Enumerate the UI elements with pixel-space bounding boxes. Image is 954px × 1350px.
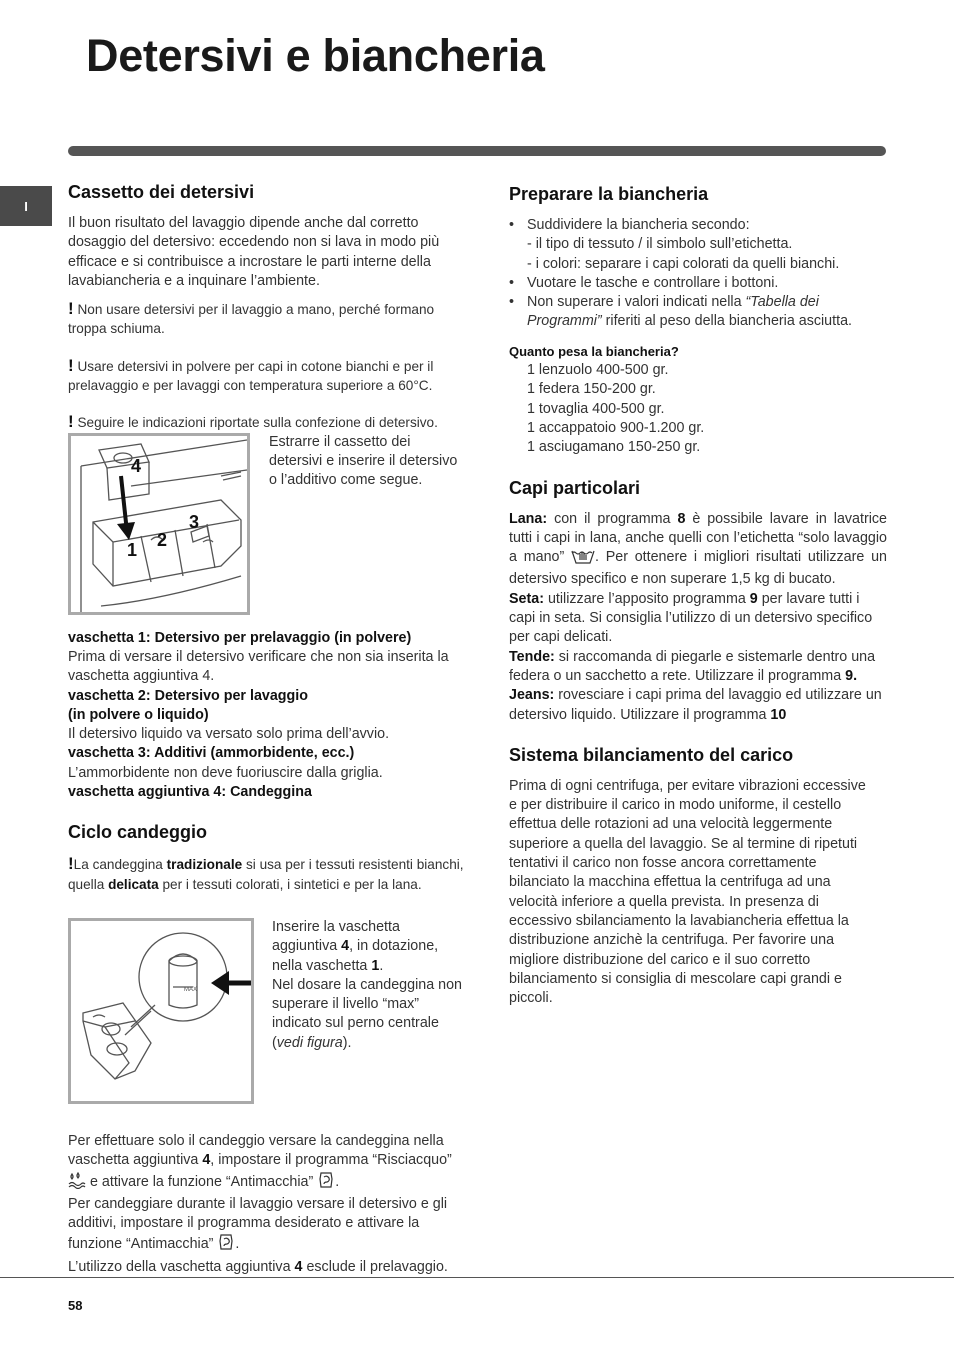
bleach-container-illustration xyxy=(71,921,251,1101)
seta-paragraph: Seta: utilizzare l’apposito programma 9 per lavare tutti i capi in seta. Si consiglia l’utilizzo di un detersivo specifico per capi delicati. xyxy=(509,590,873,646)
figure-label-2: 2 xyxy=(157,529,168,550)
warning-icon: ! xyxy=(68,355,74,375)
warning-icon: ! xyxy=(68,854,74,874)
peso-heading: Quanto pesa la biancheria? xyxy=(509,343,679,359)
sistema-text: Prima di ogni centrifuga, per evitare vibrazioni eccessive e per distribuire il carico in modo uniforme, il cestello effettua delle rotazioni ad una velocità leggermente superiore a quella del lavaggio. Se al termine di ripetuti tentativi il carico non fosse ancora correttamente bilanciato la macchina effettua la centrifuga ad una velocità inferiore a quella prevista. In presenza di eccessivo sbilanciamento la lavabiancheria effettua la distribuzione anzichè la centrifuga. Per favorire una migliore distribuzione del carico e il suo corretto bilanciamento si consiglia di mescolare capi grandi e piccoli. xyxy=(509,777,866,1007)
page-title: Detersivi e biancheria xyxy=(86,30,545,81)
list-item: 1 tovaglia 400-500 gr. xyxy=(527,400,665,417)
drawer-figure xyxy=(68,433,250,615)
cassetto-intro: Il buon risultato del lavaggio dipende anche dal corretto dosaggio del detersivo: eccedendo non si lava in modo più efficace e si contribuisce a incrostare le parti interne della lavabiancheria e a inquinare l’ambiente. xyxy=(68,215,440,289)
list-subitem: - il tipo di tessuto / il simbolo sull’etichetta. xyxy=(527,236,793,253)
peso-list xyxy=(509,361,887,457)
header-rule xyxy=(68,146,886,156)
list-item: • Non superare i valori indicati nella “Tabella dei Programmi” riferiti al peso della biancheria asciutta. xyxy=(509,294,853,330)
vaschetta-4-title: vaschetta aggiuntiva 4: Candeggina xyxy=(68,784,312,801)
list-subitem: - i colori: separare i capi colorati da quelli bianchi. xyxy=(527,255,840,272)
preparare-heading: Preparare la biancheria xyxy=(509,184,709,204)
stain-removal-icon xyxy=(217,1233,235,1257)
drawer-instructions: Estrarre il cassetto dei detersivi e inserire il detersivo o l’additivo come segue. xyxy=(269,433,458,489)
warning-3: ! Seguire le indicazioni riportate sulla confezione di detersivo. xyxy=(68,412,438,432)
figure-label-4: 4 xyxy=(131,455,142,476)
bleach-during-wash-paragraph: Per candeggiare durante il lavaggio versare il detersivo e gli additivi, impostare il programma desiderato e attivare la funzione “Antimacchia” . xyxy=(68,1195,466,1258)
vaschetta-2-subtitle: (in polvere o liquido) xyxy=(68,706,209,723)
tende-paragraph: Tende: si raccomanda di piegarle e sistemarle dentro una federa o un sacchetto a rete. Utilizzare il programma 9. xyxy=(509,648,876,684)
svg-text:MAX: MAX xyxy=(184,986,198,993)
list-item: 1 accappatoio 900-1.200 gr. xyxy=(527,419,705,436)
language-tab: I xyxy=(0,186,52,226)
vaschetta-3-title: vaschetta 3: Additivi (ammorbidente, ecc.) xyxy=(68,745,355,762)
candeggio-heading: Ciclo candeggio xyxy=(68,822,208,843)
stain-removal-icon xyxy=(317,1171,335,1195)
right-column xyxy=(509,180,887,1008)
page-number: 58 xyxy=(68,1298,83,1313)
figure-label-1: 1 xyxy=(127,539,138,560)
hand-wash-icon xyxy=(571,548,595,570)
lana-paragraph: Lana: con il programma 8 è possibile lavare in lavatrice tutti i capi in lana, anche quelli con l’etichetta “solo lavaggio a mano” . Per ottenere i migliori risultati utilizzare un detersivo specifico e non superare 1,5 kg di bucato. xyxy=(509,510,888,588)
bleach-only-paragraph: Per effettuare solo il candeggio versare la candeggina nella vaschetta aggiuntiva 4, impostare il programma “Risciacquo” e attivare la funzione “Antimacchia” . xyxy=(68,1132,466,1195)
footer-rule xyxy=(0,1277,954,1278)
vaschetta-1-title: vaschetta 1: Detersivo per prelavaggio (in polvere) xyxy=(68,629,412,646)
warning-icon: ! xyxy=(68,299,74,319)
prewash-excluded-paragraph: L’utilizzo della vaschetta aggiuntiva 4 esclude il prelavaggio. xyxy=(68,1258,448,1275)
bleach-figure xyxy=(68,918,254,1104)
jeans-paragraph: Jeans: rovesciare i capi prima del lavaggio ed utilizzare un detersivo liquido. Utilizzare il programma 10 xyxy=(509,687,882,723)
vaschetta-1-text: Prima di versare il detersivo verificare che non sia inserita la vaschetta aggiuntiva 4. xyxy=(68,648,449,685)
capi-heading: Capi particolari xyxy=(509,477,641,498)
rinse-icon xyxy=(68,1171,86,1195)
detergent-drawer-illustration xyxy=(71,436,247,612)
list-item: 1 asciugamano 150-250 gr. xyxy=(527,439,701,456)
cassetto-heading: Cassetto dei detersivi xyxy=(68,182,255,202)
list-item: 1 federa 150-200 gr. xyxy=(527,381,656,398)
list-item: • Suddividere la biancheria secondo: xyxy=(509,217,750,233)
list-item: • Vuotare le tasche e controllare i bottoni. xyxy=(509,274,779,291)
warning-icon: ! xyxy=(68,412,74,432)
bleach-instructions: Inserire la vaschetta aggiuntiva 4, in dotazione, nella vaschetta 1. Nel dosare la candeggina non superare il livello “max” indicato sul perno centrale (vedi figura). xyxy=(272,918,462,1051)
warning-2: ! Usare detersivi in polvere per capi in cotone bianchi e per il prelavaggio e per lavaggi con temperatura superiore a 60°C. xyxy=(68,355,434,394)
vaschetta-2-title: vaschetta 2: Detersivo per lavaggio xyxy=(68,687,308,704)
warning-1: ! Non usare detersivi per il lavaggio a mano, perché formano troppa schiuma. xyxy=(68,299,435,337)
figure-label-3: 3 xyxy=(189,511,200,532)
list-item: 1 lenzuolo 400-500 gr. xyxy=(527,362,669,379)
vaschetta-2-text: Il detersivo liquido va versato solo prima dell’avvio. xyxy=(68,726,390,743)
candeggio-warning: !La candeggina tradizionale si usa per i tessuti resistenti bianchi, quella delicata per i tessuti colorati, i sintetici e per la lana. xyxy=(68,854,464,892)
sistema-heading: Sistema bilanciamento del carico xyxy=(509,744,794,765)
vaschetta-3-text: L’ammorbidente non deve fuoriuscire dalla griglia. xyxy=(68,764,383,781)
left-column xyxy=(68,180,466,1277)
